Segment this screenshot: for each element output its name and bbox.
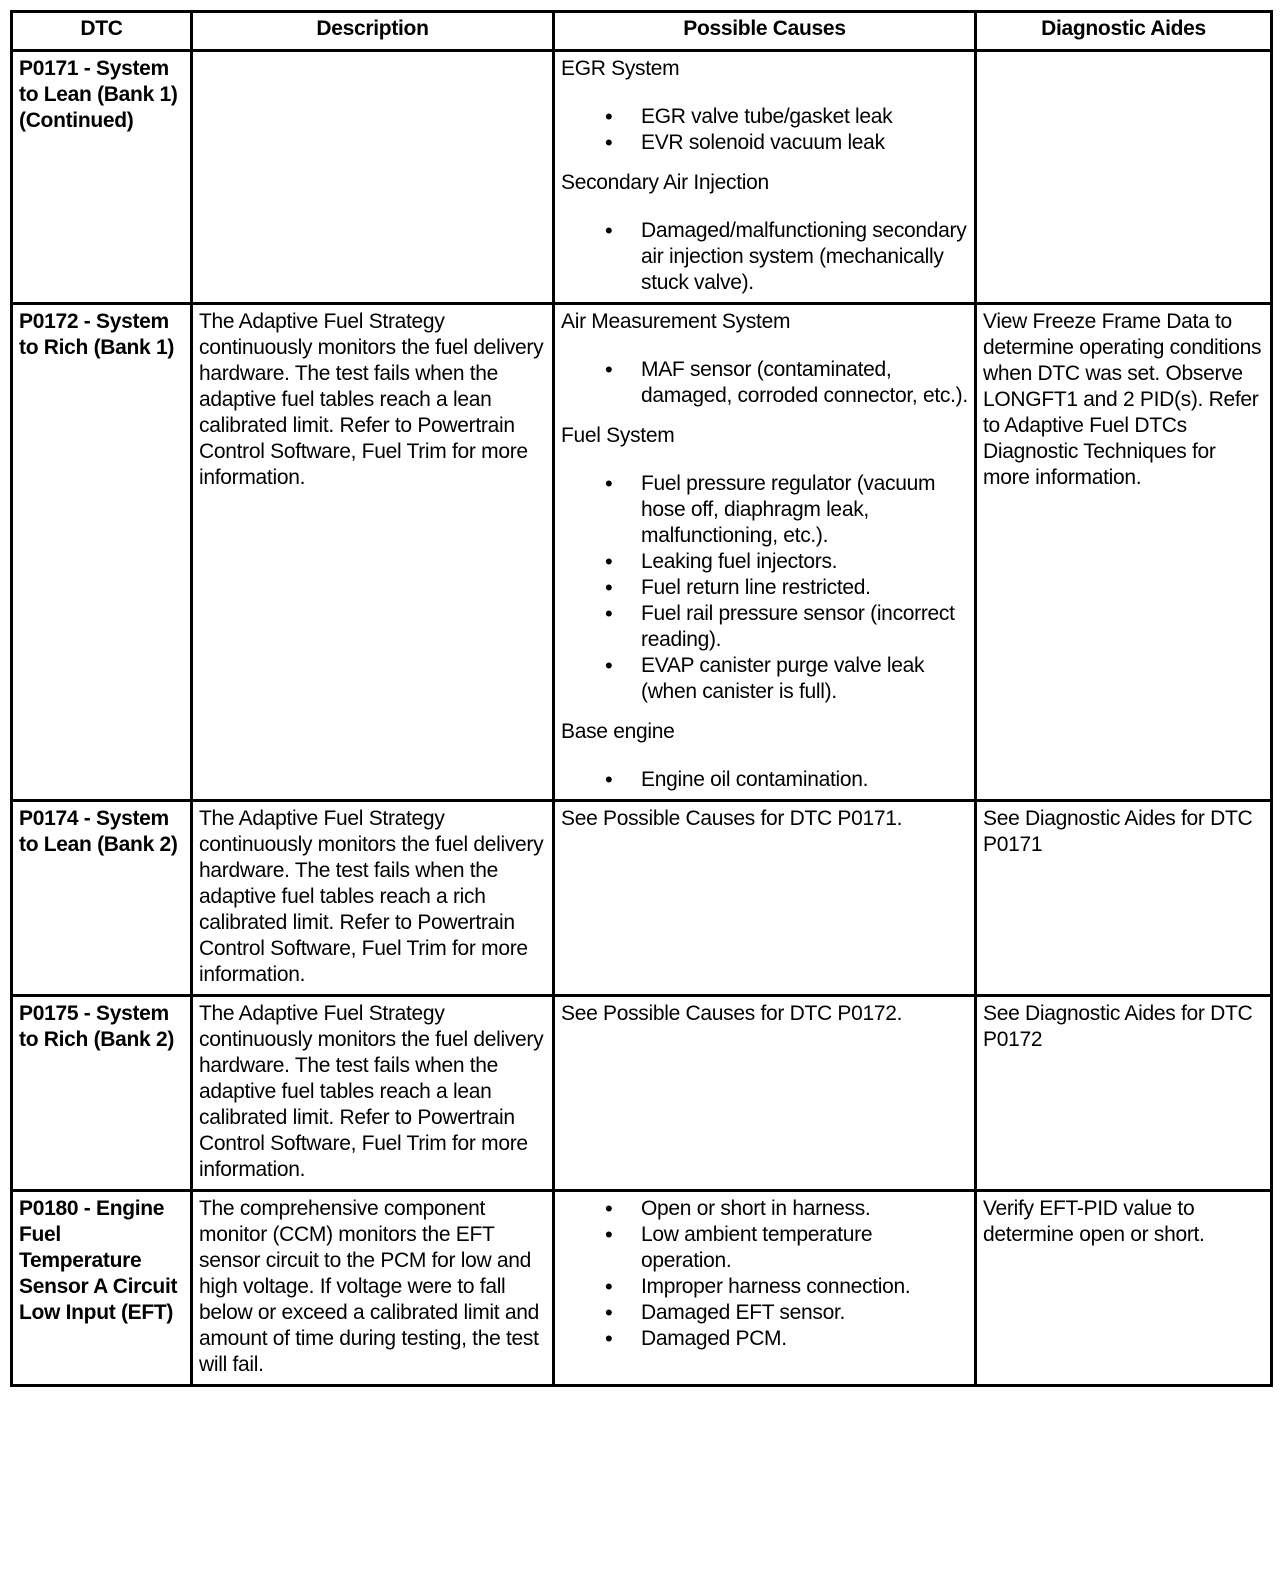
list-item: • Fuel pressure regulator (vacuum hose off, diaphragm leak, malfunctioning, etc.). [641,471,968,549]
description-cell [192,801,554,996]
cause-group [561,56,968,156]
list-item: • Open or short in harness. [641,1196,968,1222]
list-item: • Damaged/malfunctioning secondary air injection system (mechanically stuck valve). [641,218,968,296]
description-text: The Adaptive Fuel Strategy continuously monitors the fuel delivery hardware. The test fails when the adaptive fuel tables reach a lean calibrated limit. Refer to Powertrain Control Software, Fuel Trim for more information. [199,1002,544,1181]
description-cell [192,51,554,304]
description-text: The Adaptive Fuel Strategy continuously monitors the fuel delivery hardware. The test fails when the adaptive fuel tables reach a lean calibrated limit. Refer to Powertrain Control Software, Fuel Trim for more information. [199,310,544,489]
cause-list [561,767,968,793]
list-item: • Engine oil contamination. [641,767,968,793]
dtc-code: P0174 - System to Lean (Bank 2) [19,807,178,856]
table-row [12,304,1272,801]
list-item: • Damaged EFT sensor. [641,1300,968,1326]
possible-causes-text: See Possible Causes for DTC P0172. [561,1002,903,1025]
cause-groups [561,309,968,793]
list-item: • EGR valve tube/gasket leak [641,104,968,130]
diagnostic-aides-text: View Freeze Frame Data to determine operating conditions when DTC was set. Observe LONGFT1 and 2 PID(s). Refer to Adaptive Fuel DTCs Diagnostic Techniques for more information. [983,310,1262,489]
cause-list [561,1196,968,1352]
table-row [12,1191,1272,1386]
cause-group [561,719,968,793]
list-item: • Low ambient temperature operation. [641,1222,968,1274]
description-text: The comprehensive component monitor (CCM) monitors the EFT sensor circuit to the PCM for low and high voltage. If voltage were to fall below or exceed a calibrated limit and amount of time during testing, the test will fail. [199,1197,539,1376]
dtc-code: P0171 - System to Lean (Bank 1) (Continued) [19,57,178,132]
diagnostic-aides-text: See Diagnostic Aides for DTC P0172 [983,1002,1253,1051]
dtc-cell [12,996,192,1191]
list-item: • Damaged PCM. [641,1326,968,1352]
cause-list [561,104,968,156]
diagnostic-aides-cell [976,1191,1272,1386]
diagnostic-aides-cell [976,801,1272,996]
possible-causes-text: See Possible Causes for DTC P0171. [561,807,903,830]
cause-group [561,309,968,409]
cause-group-title: Fuel System [561,424,675,447]
cause-group [561,423,968,705]
description-cell [192,1191,554,1386]
list-item: • Leaking fuel injectors. [641,549,968,575]
diagnostic-aides-cell [976,304,1272,801]
cause-group-title: EGR System [561,57,680,80]
cause-group-title: Air Measurement System [561,310,791,333]
list-item: • EVAP canister purge valve leak (when canister is full). [641,653,968,705]
description-text: The Adaptive Fuel Strategy continuously monitors the fuel delivery hardware. The test fails when the adaptive fuel tables reach a rich calibrated limit. Refer to Powertrain Control Software, Fuel Trim for more information. [199,807,544,986]
dtc-cell [12,304,192,801]
header-diagnostic-aides: Diagnostic Aides [976,12,1272,51]
list-item: • Fuel rail pressure sensor (incorrect reading). [641,601,968,653]
table-row [12,801,1272,996]
diagnostic-aides-text: Verify EFT-PID value to determine open or short. [983,1197,1205,1246]
dtc-code: P0180 - Engine Fuel Temperature Sensor A Circuit Low Input (EFT) [19,1197,178,1324]
dtc-cell [12,801,192,996]
dtc-code: P0175 - System to Rich (Bank 2) [19,1002,175,1051]
header-row [12,12,1272,51]
table-row [12,51,1272,304]
diagnostic-aides-cell [976,996,1272,1191]
possible-causes-cell [554,51,976,304]
diagnostic-aides-cell [976,51,1272,304]
possible-causes-cell [554,304,976,801]
dtc-code: P0172 - System to Rich (Bank 1) [19,310,175,359]
cause-groups [561,56,968,296]
cause-group [561,170,968,296]
diagnostic-aides-text: See Diagnostic Aides for DTC P0171 [983,807,1253,856]
description-cell [192,996,554,1191]
possible-causes-cell [554,996,976,1191]
table-row [12,996,1272,1191]
header-possible-causes: Possible Causes [554,12,976,51]
cause-list [561,471,968,705]
list-item: • Fuel return line restricted. [641,575,968,601]
cause-group-title: Secondary Air Injection [561,171,769,194]
list-item: • EVR solenoid vacuum leak [641,130,968,156]
header-description: Description [192,12,554,51]
cause-groups [561,1196,968,1352]
dtc-cell [12,1191,192,1386]
description-cell [192,304,554,801]
dtc-table [10,10,1273,1387]
possible-causes-cell [554,801,976,996]
dtc-cell [12,51,192,304]
list-item: • MAF sensor (contaminated, damaged, corroded connector, etc.). [641,357,968,409]
cause-group-title: Base engine [561,720,675,743]
table-body [12,51,1272,1386]
cause-list [561,218,968,296]
dtc-document [10,10,1273,1387]
cause-list [561,357,968,409]
header-dtc: DTC [12,12,192,51]
cause-group [561,1196,968,1352]
possible-causes-cell [554,1191,976,1386]
list-item: • Improper harness connection. [641,1274,968,1300]
